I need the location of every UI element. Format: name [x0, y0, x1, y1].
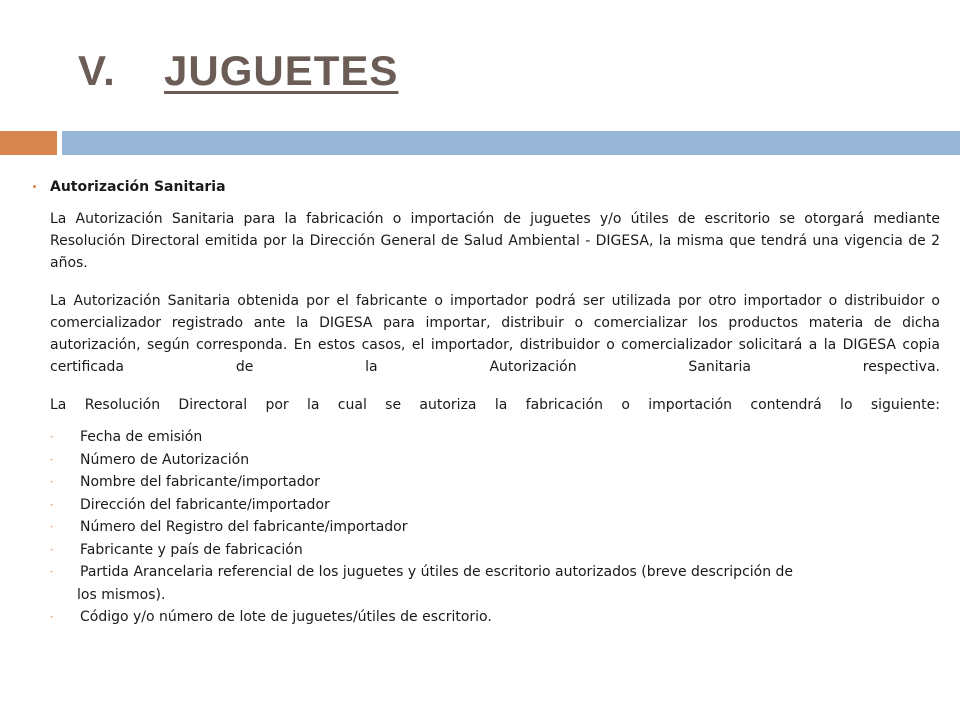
section-number: V. — [78, 47, 116, 94]
dash-marker: - — [50, 454, 54, 465]
dash-marker: - — [50, 544, 54, 555]
list-item — [50, 539, 940, 562]
list-item-text: Fabricante y país de fabricación — [80, 541, 303, 558]
list-item-text: Número del Registro del fabricante/importador — [80, 519, 408, 535]
list-item — [50, 561, 940, 606]
paragraph-validity: La Autorización Sanitaria para la fabricación o importación de juguetes y/o útiles de escritorio se otorgará mediante Resolución Directoral emitida por la Dirección General de Salud Ambiental - DIGESA, la misma que tendrá una vigencia de 2 años. — [50, 211, 940, 271]
list-item-text: Nombre del fabricante/importador — [80, 474, 320, 490]
paragraph-usage: La Autorización Sanitaria obtenida por el fabricante o importador podrá ser utilizada por otro importador o distribuidor o comercializador registrado ante la DIGESA para importar, distribuir o comercializar los productos materia de dicha autorización, según corresponda. En estos casos, el importador, distribuidor o comercializador solicitará a la DIGESA copia certificada de la Autorización Sanitaria respectiva. — [50, 293, 940, 375]
list-item-text: Fecha de emisión — [80, 429, 203, 445]
section-heading — [50, 176, 940, 198]
list-item — [50, 516, 940, 539]
list-item-text: Partida Arancelaria referencial de los juguetes y útiles de escritorio autorizados (breve descripción de — [80, 564, 794, 580]
list-item — [50, 494, 940, 517]
slide-title — [78, 47, 399, 94]
list-item — [50, 449, 940, 472]
list-item — [50, 426, 940, 449]
title-text: JUGUETES — [164, 47, 399, 94]
accent-bar-orange — [0, 131, 57, 155]
bullet-dot-icon — [33, 185, 36, 188]
dash-marker: - — [50, 567, 54, 577]
slide-body — [50, 176, 940, 629]
list-item-text: Número de Autorización — [80, 451, 250, 468]
accent-bar-blue — [62, 131, 960, 155]
dash-marker: - — [50, 499, 54, 510]
paragraph-contents-intro: La Resolución Directoral por la cual se autoriza la fabricación o importación contendrá lo siguiente: — [50, 397, 940, 413]
requirements-list — [50, 426, 940, 629]
list-item-text: Dirección del fabricante/importador — [80, 496, 330, 513]
dash-marker: - — [50, 612, 54, 622]
list-item — [50, 606, 940, 629]
heading-text: Autorización Sanitaria — [50, 179, 226, 195]
dash-marker: - — [50, 477, 54, 487]
list-item-text: Código y/o número de lote de juguetes/útiles de escritorio. — [80, 609, 492, 625]
dash-marker: - — [50, 522, 54, 532]
list-item-continuation: los mismos). — [77, 586, 166, 603]
dash-marker: - — [50, 432, 54, 442]
list-item — [50, 471, 940, 494]
